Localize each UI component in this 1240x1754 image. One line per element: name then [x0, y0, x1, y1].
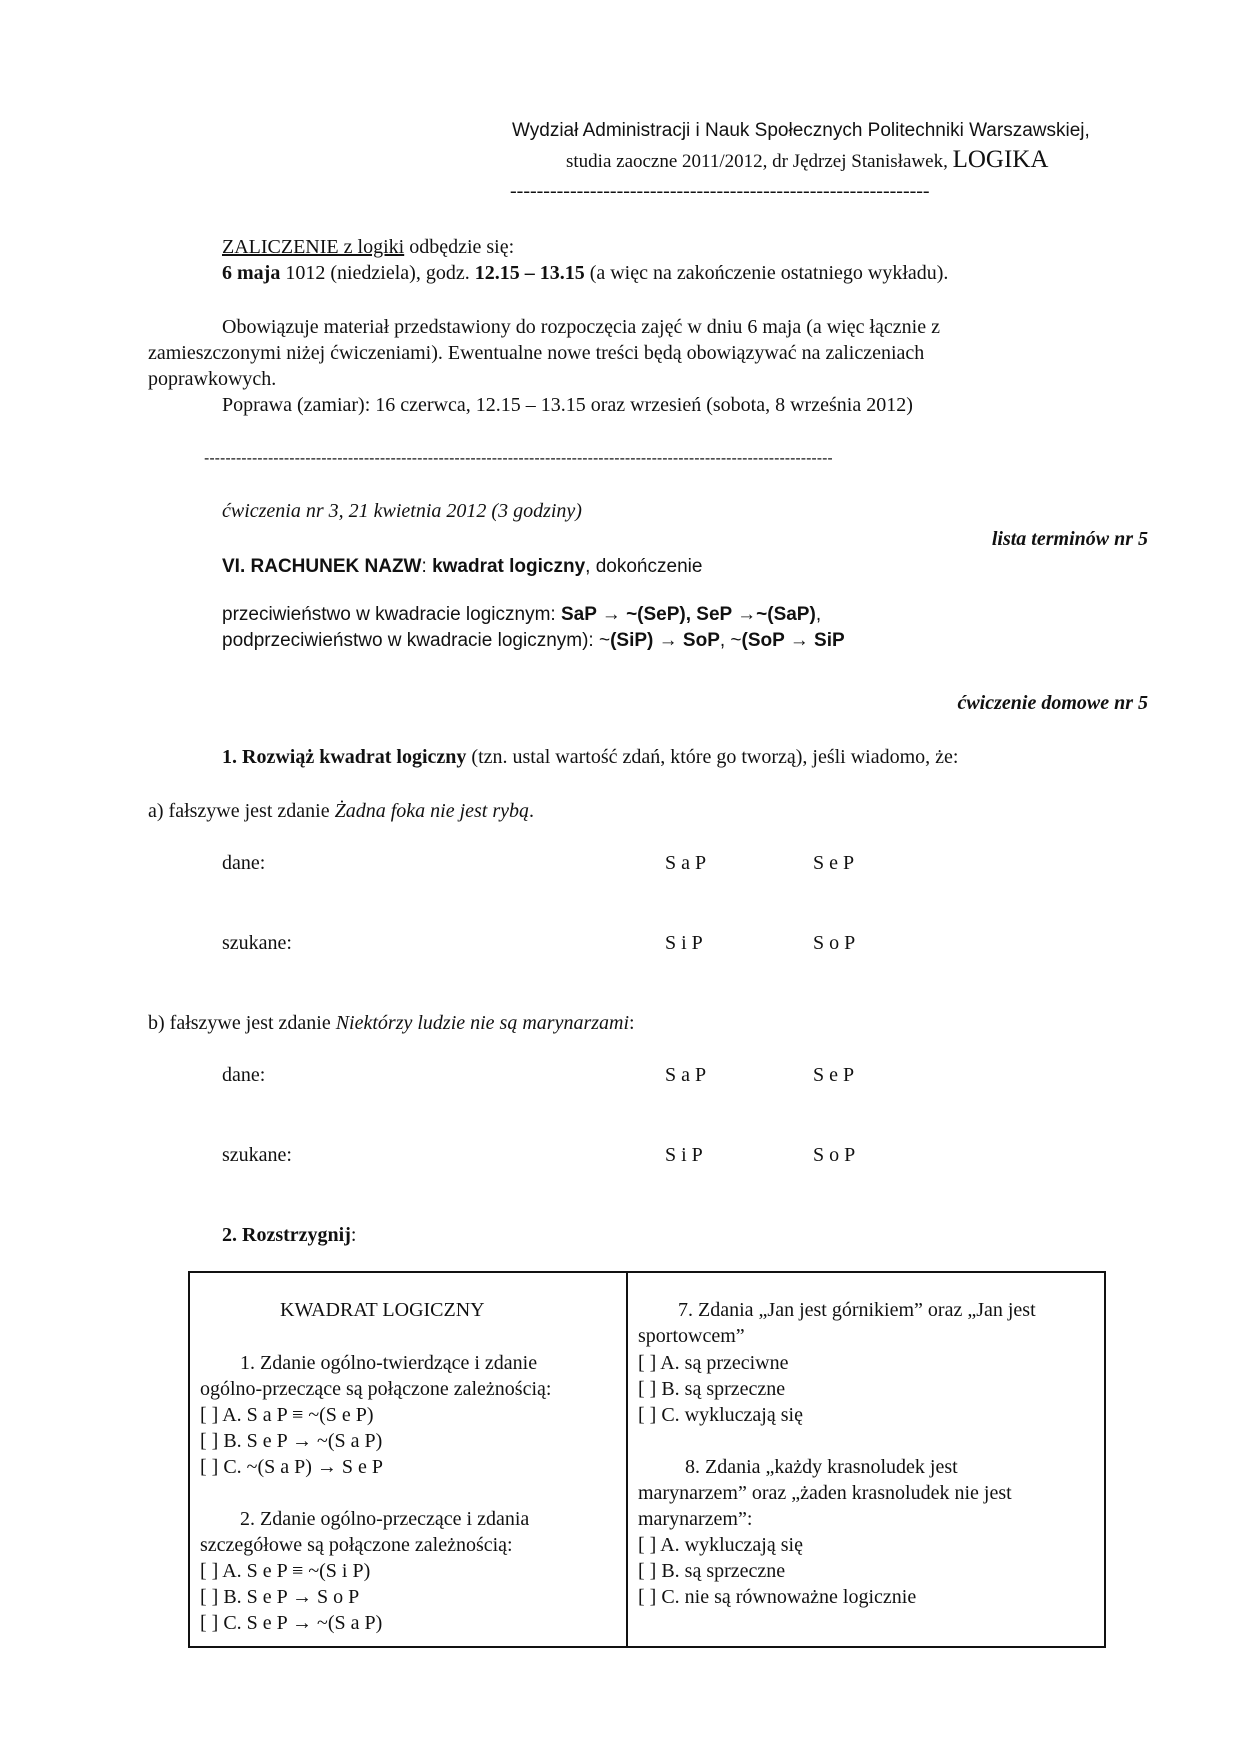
- q8-line2: marynarzem” oraz „żaden krasnoludek nie jest: [638, 1482, 1012, 1504]
- task1-title: 1. Rozwiąż kwadrat logiczny: [222, 746, 467, 768]
- task1a-given-sep: S e P: [813, 852, 855, 874]
- task1: [222, 746, 958, 769]
- section-topic: kwadrat logiczny: [432, 556, 586, 577]
- task1b-prefix: b) fałszywe jest zdanie: [148, 1012, 336, 1034]
- exam-paragraph-line2: zamieszczonymi niżej ćwiczeniami). Ewentualne nowe treści będą obowiązywać na zaliczeniach: [148, 342, 925, 364]
- task1b-given-sap: S a P: [665, 1064, 707, 1086]
- task2: [222, 1224, 356, 1247]
- subcontrariety-mid: , ~: [719, 630, 742, 651]
- exam-paragraph-line3: poprawkowych.: [148, 368, 277, 390]
- exam-time: 12.15 – 13.15: [474, 262, 585, 284]
- task1b-sentence: Niektórzy ludzie nie są marynarzami: [335, 1012, 630, 1034]
- task1b-sought-label: szukane:: [222, 1144, 292, 1166]
- exam-date: [222, 262, 948, 285]
- header-course-text: studia zaoczne 2011/2012, dr Jędrzej Stanisławek,: [566, 151, 953, 172]
- task1-rest: (tzn. ustal wartość zdań, które go tworzą), jeśli wiadomo, że:: [466, 746, 959, 768]
- subcontrariety-label: podprzeciwieństwo w kwadracie logicznym): ~: [222, 630, 611, 651]
- task1a-given-label: dane:: [222, 852, 266, 874]
- task1a-end: .: [529, 800, 535, 822]
- task1b: [148, 1012, 635, 1035]
- task1b-given-sep: S e P: [813, 1064, 855, 1086]
- header-subject: LOGIKA: [952, 146, 1049, 173]
- exam-date-bold: 6 maja: [222, 262, 281, 284]
- q2-option-c: [ ] C. S e P → ~(S a P): [200, 1612, 383, 1634]
- subcontrariety-formula-2: (SoP → SiP: [741, 630, 845, 651]
- table-title: KWADRAT LOGICZNY: [280, 1299, 485, 1321]
- q8-option-c: [ ] C. nie są równoważne logicznie: [638, 1586, 917, 1608]
- exam-title-underlined: ZALICZENIE z logiki: [222, 236, 405, 258]
- task1b-sought-sip: S i P: [665, 1144, 703, 1166]
- task1a-sought-label: szukane:: [222, 932, 292, 954]
- task1a-sentence: Żadna foka nie jest rybą: [334, 800, 530, 822]
- section-rest: , dokończenie: [585, 556, 703, 577]
- q7-option-c: [ ] C. wykluczają się: [638, 1404, 803, 1426]
- task1a-sought-sip: S i P: [665, 932, 703, 954]
- q7-option-a: [ ] A. są przeciwne: [638, 1352, 789, 1374]
- contrariety-line: [222, 604, 821, 626]
- contrariety-label: przeciwieństwo w kwadracie logicznym:: [222, 604, 561, 625]
- exam-date-mid: 1012 (niedziela), godz.: [280, 262, 475, 284]
- q2-line2: szczegółowe są połączone zależnością:: [200, 1534, 513, 1556]
- contrariety-formula: SaP → ~(SeP), SeP →~(SaP): [560, 604, 816, 625]
- subcontrariety-line: [222, 630, 845, 652]
- task1a-prefix: a) fałszywe jest zdanie: [148, 800, 335, 822]
- quiz-table: [188, 1271, 1106, 1648]
- header-rule: ---------------------------------------------------------------: [510, 180, 930, 202]
- section-heading: [222, 556, 702, 578]
- section-colon: :: [421, 556, 433, 577]
- section-separator: ----------------------------------------------------------------------------------------------------------------------: [204, 450, 833, 467]
- q8-line3: marynarzem”:: [638, 1508, 753, 1530]
- q1-option-b: [ ] B. S e P → ~(S a P): [200, 1430, 383, 1452]
- exam-retake: Poprawa (zamiar): 16 czerwca, 12.15 – 13.15 oraz wrzesień (sobota, 8 września 2012): [222, 394, 913, 416]
- header-course: [566, 146, 1048, 174]
- contrariety-end: ,: [815, 604, 822, 625]
- q7-option-b: [ ] B. są sprzeczne: [638, 1378, 786, 1400]
- q7-line2: sportowcem”: [638, 1325, 745, 1347]
- header-faculty: Wydział Administracji i Nauk Społecznych Politechniki Warszawskiej,: [512, 120, 1090, 141]
- section-number: VI. RACHUNEK NAZW: [222, 556, 422, 577]
- terms-list-title: lista terminów nr 5: [991, 528, 1148, 550]
- q8-option-a: [ ] A. wykluczają się: [638, 1534, 803, 1556]
- task1a-given-sap: S a P: [665, 852, 707, 874]
- exam-title-rest: odbędzie się:: [404, 236, 515, 258]
- task2-title: 2. Rozstrzygnij: [222, 1224, 351, 1246]
- q7-line1: 7. Zdania „Jan jest górnikiem” oraz „Jan jest: [678, 1299, 1036, 1321]
- task2-end: :: [350, 1224, 357, 1246]
- task1b-sought-sop: S o P: [813, 1144, 856, 1166]
- exam-date-rest: (a więc na zakończenie ostatniego wykładu).: [584, 262, 949, 284]
- q8-option-b: [ ] B. są sprzeczne: [638, 1560, 786, 1582]
- task1a: [148, 800, 534, 823]
- q2-option-a: [ ] A. S e P ≡ ~(S i P): [200, 1560, 371, 1582]
- q1-option-a: [ ] A. S a P ≡ ~(S e P): [200, 1404, 374, 1426]
- q1-option-c: [ ] C. ~(S a P) → S e P: [200, 1456, 384, 1478]
- homework-title: ćwiczenie domowe nr 5: [957, 692, 1148, 714]
- q1-line2: ogólno-przeczące są połączone zależnością:: [200, 1378, 552, 1400]
- task1a-sought-sop: S o P: [813, 932, 856, 954]
- exam-title: [222, 236, 514, 259]
- q2-option-b: [ ] B. S e P → S o P: [200, 1586, 360, 1608]
- task1b-end: :: [629, 1012, 635, 1034]
- q8-line1: 8. Zdania „każdy krasnoludek jest: [685, 1456, 958, 1478]
- subcontrariety-formula-1: (SiP) → SoP: [610, 630, 720, 651]
- task1b-given-label: dane:: [222, 1064, 266, 1086]
- exam-paragraph-line1: Obowiązuje materiał przedstawiony do rozpoczęcia zajęć w dniu 6 maja (a więc łącznie z: [222, 316, 940, 338]
- q2-line1: 2. Zdanie ogólno-przeczące i zdania: [240, 1508, 530, 1530]
- exercises-heading: ćwiczenia nr 3, 21 kwietnia 2012 (3 godziny): [222, 500, 582, 522]
- q1-line1: 1. Zdanie ogólno-twierdzące i zdanie: [240, 1352, 538, 1374]
- table-divider: [626, 1273, 628, 1646]
